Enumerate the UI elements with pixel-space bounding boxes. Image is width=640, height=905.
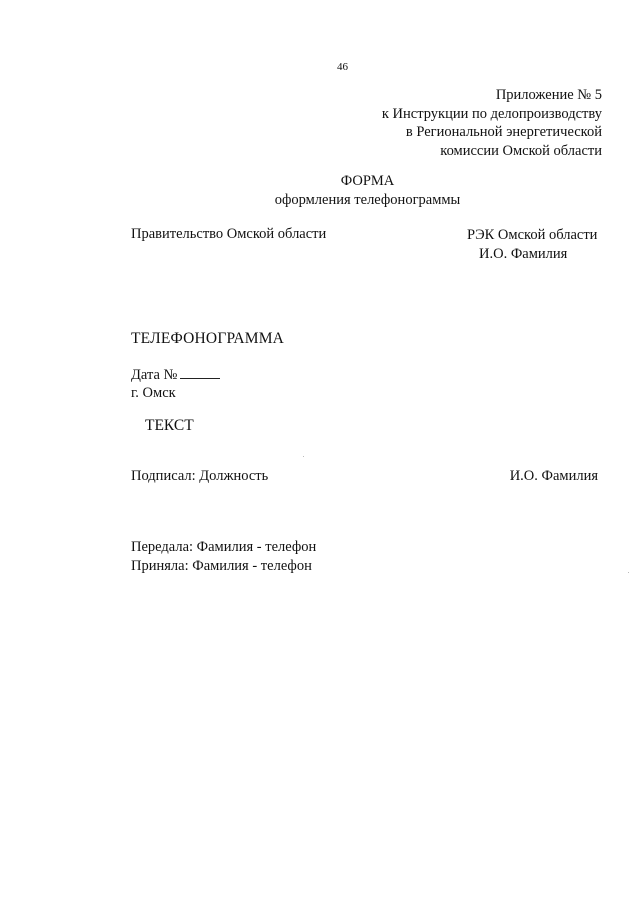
city-line: г. Омск [131, 385, 176, 401]
sent-by-line: Передала: Фамилия - телефон [131, 539, 317, 555]
date-number-line [131, 366, 220, 384]
appendix-block [382, 86, 602, 160]
transfer-block [131, 538, 316, 575]
page-number: 46 [337, 61, 348, 73]
recipient-organization: РЭК Омской области [467, 227, 598, 243]
appendix-line-1: Приложение № 5 [495, 87, 602, 103]
sender-organization: Правительство Омской области [131, 226, 327, 242]
scan-speck [628, 572, 629, 573]
form-title: ФОРМА [340, 173, 395, 189]
document-body-text: ТЕКСТ [145, 417, 194, 434]
date-number-blank [180, 368, 220, 379]
date-city-block [131, 366, 220, 402]
date-label: Дата № [131, 367, 178, 383]
recipient-name: И.О. Фамилия [479, 245, 568, 262]
appendix-line-4: комиссии Омской области [440, 142, 602, 159]
form-subtitle: оформления телефонограммы [274, 191, 461, 208]
signature-name: И.О. Фамилия [509, 468, 598, 484]
scan-speck [303, 456, 304, 457]
form-title-block [0, 172, 640, 209]
signature-label: Подписал: Должность [131, 468, 269, 484]
received-by-line: Приняла: Фамилия - телефон [131, 557, 312, 574]
recipient-block [467, 226, 597, 263]
appendix-line-2: к Инструкции по делопроизводству [381, 105, 602, 122]
appendix-line-3: в Региональной энергетической [405, 124, 602, 140]
document-type-heading: ТЕЛЕФОНОГРАММА [131, 330, 285, 347]
